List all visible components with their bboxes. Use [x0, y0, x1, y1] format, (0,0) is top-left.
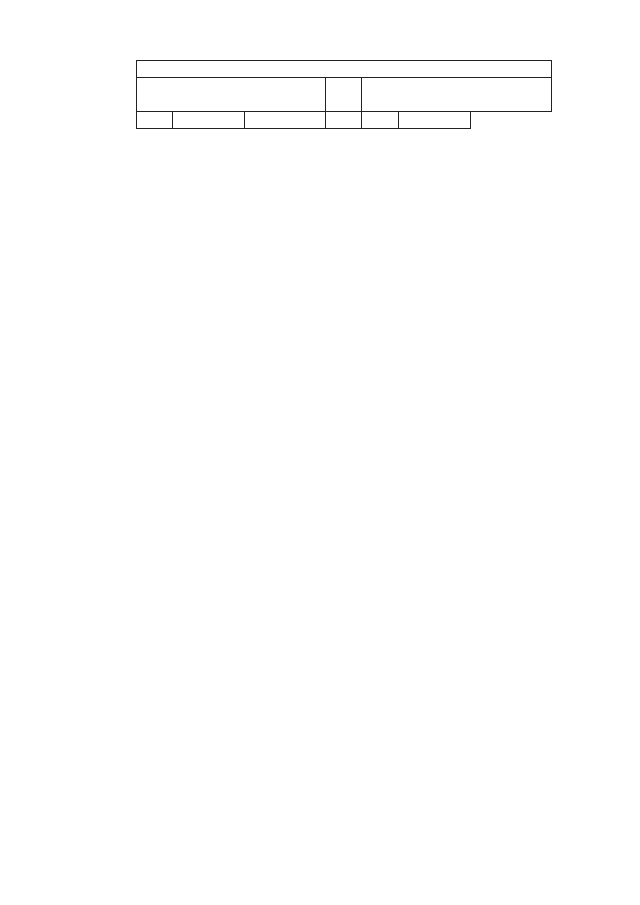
zone-heading-row — [137, 78, 552, 112]
column-header-row — [137, 112, 552, 129]
column-header-x — [173, 112, 245, 129]
column-header-y — [245, 112, 326, 129]
settlement-title — [137, 61, 552, 78]
column-header-number — [137, 112, 173, 129]
column-header-x — [362, 112, 399, 129]
column-header-number — [326, 112, 362, 129]
column-header-y — [399, 112, 471, 129]
left-table-heading — [137, 78, 326, 112]
title-section — [137, 61, 552, 78]
coordinates-table — [136, 60, 552, 129]
right-table-heading — [362, 78, 552, 112]
table-gap-column — [326, 78, 362, 112]
title-row — [137, 61, 552, 78]
bottom-coordinates-section — [137, 78, 552, 129]
